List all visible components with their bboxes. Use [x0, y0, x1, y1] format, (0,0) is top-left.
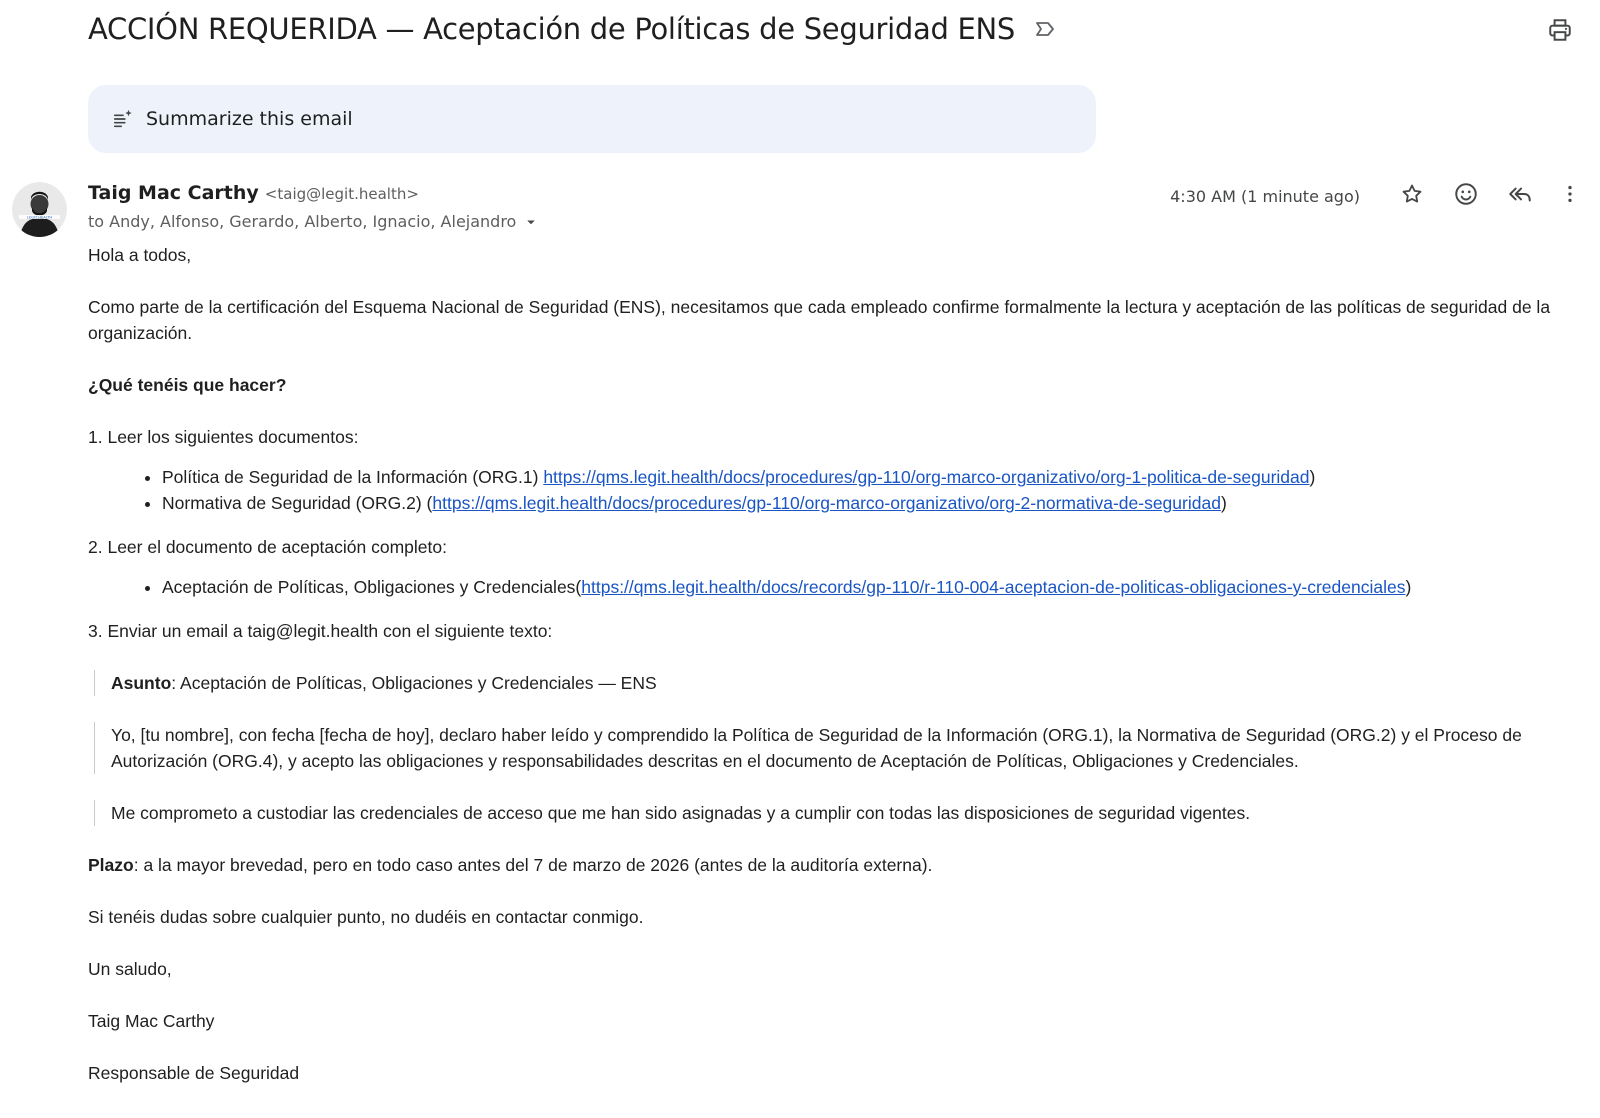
- doubts-paragraph: Si tenéis dudas sobre cualquier punto, no dudéis en contactar conmigo.: [88, 907, 644, 927]
- deadline-label: Plazo: [88, 855, 134, 875]
- star-icon: [1400, 182, 1424, 211]
- message-actions: [1170, 176, 1582, 216]
- sender-avatar[interactable]: [12, 182, 67, 237]
- step-2: 2. Leer el documento de aceptación completo:: [88, 537, 447, 557]
- summarize-email-button[interactable]: [88, 85, 1096, 153]
- step-3: 3. Enviar un email a taig@legit.health con el siguiente texto:: [88, 621, 553, 641]
- step-1-documents: [88, 464, 1578, 516]
- summarize-label: Summarize this email: [146, 108, 353, 130]
- question-heading: [88, 372, 1578, 398]
- emoji-icon: [1453, 181, 1479, 212]
- subject-row: [88, 12, 1057, 46]
- step-1: 1. Leer los siguientes documentos:: [88, 427, 359, 447]
- sender-line: [88, 182, 419, 204]
- doc1-close: ): [1309, 467, 1316, 487]
- signature-name: Taig Mac Carthy: [88, 1011, 215, 1031]
- greeting: Hola a todos,: [88, 245, 192, 265]
- quote-subject-label: Asunto: [111, 673, 172, 693]
- doc3-link[interactable]: https://qms.legit.health/docs/records/gp-110/r-110-004-aceptacion-de-politicas-obligaciones-y-credenciales: [581, 577, 1406, 597]
- caret-down-icon[interactable]: [522, 213, 540, 231]
- doc2-link[interactable]: https://qms.legit.health/docs/procedures/gp-110/org-marco-organizativo/org-2-normativa-de-seguridad: [432, 493, 1221, 513]
- email-body: [88, 242, 1578, 1112]
- intro-paragraph: Como parte de la certificación del Esquema Nacional de Seguridad (ENS), necesitamos que cada empleado confirme formalmente la lectura y aceptación de las políticas de seguridad de la organización.: [88, 297, 1551, 343]
- print-button[interactable]: [1546, 18, 1574, 46]
- list-item: [162, 464, 1578, 490]
- closing: Un saludo,: [88, 959, 172, 979]
- avatar-logo-text: LEGIT HEALTH: [26, 215, 53, 220]
- recipients-line: [88, 212, 540, 231]
- more-options-button[interactable]: [1558, 176, 1582, 216]
- signature-role: Responsable de Seguridad: [88, 1063, 300, 1083]
- sender-email: <taig@legit.health>: [264, 185, 419, 203]
- doc2-label: Normativa de Seguridad (ORG.2) (: [162, 493, 433, 513]
- list-item: [162, 574, 1578, 600]
- message-timestamp: 4:30 AM (1 minute ago): [1170, 186, 1360, 206]
- reply-all-button[interactable]: [1500, 176, 1540, 216]
- doc1-link[interactable]: https://qms.legit.health/docs/procedures/gp-110/org-marco-organizativo/org-1-politica-de-seguridad: [543, 467, 1310, 487]
- email-subject: ACCIÓN REQUERIDA — Aceptación de Políticas de Seguridad ENS: [88, 12, 1016, 46]
- deadline-paragraph: [88, 852, 1578, 878]
- step-2-documents: [88, 574, 1578, 600]
- doc2-close: ): [1220, 493, 1227, 513]
- question-text: ¿Qué tenéis que hacer?: [88, 375, 287, 395]
- doc1-label: Política de Seguridad de la Información (ORG.1): [162, 467, 544, 487]
- quote-subject: [94, 670, 1578, 696]
- deadline-text: : a la mayor brevedad, pero en todo caso antes del 7 de marzo de 2026 (antes de la auditoría externa).: [133, 855, 933, 875]
- sender-name[interactable]: Taig Mac Carthy: [88, 182, 259, 204]
- recipients-text: to Andy, Alfonso, Gerardo, Alberto, Ignacio, Alejandro: [88, 212, 517, 231]
- quote-subject-text: : Aceptación de Políticas, Obligaciones y Credenciales — ENS: [171, 673, 657, 693]
- quote-commitment: Me comprometo a custodiar las credenciales de acceso que me han sido asignadas y a cumplir con todas las disposiciones de seguridad vigentes.: [94, 800, 1578, 826]
- doc3-label: Aceptación de Políticas, Obligaciones y Credenciales(: [162, 577, 582, 597]
- star-button[interactable]: [1392, 176, 1432, 216]
- more-vert-icon: [1559, 183, 1581, 210]
- quote-declaration: Yo, [tu nombre], con fecha [fecha de hoy], declaro haber leído y comprendido la Política de Seguridad de la Información (ORG.1), la Normativa de Seguridad (ORG.2) y el Proceso de Autorización (ORG.4), y acepto las obligaciones y responsabilidades descritas en el documento de Aceptación de Políticas, Obligaciones y Credenciales.: [94, 722, 1578, 774]
- print-icon: [1547, 17, 1573, 48]
- doc3-close: ): [1405, 577, 1412, 597]
- reply-all-icon: [1507, 181, 1533, 212]
- add-reaction-button[interactable]: [1446, 176, 1486, 216]
- summarize-icon: [112, 108, 134, 130]
- label-important-icon[interactable]: [1033, 17, 1057, 41]
- list-item: [162, 490, 1578, 516]
